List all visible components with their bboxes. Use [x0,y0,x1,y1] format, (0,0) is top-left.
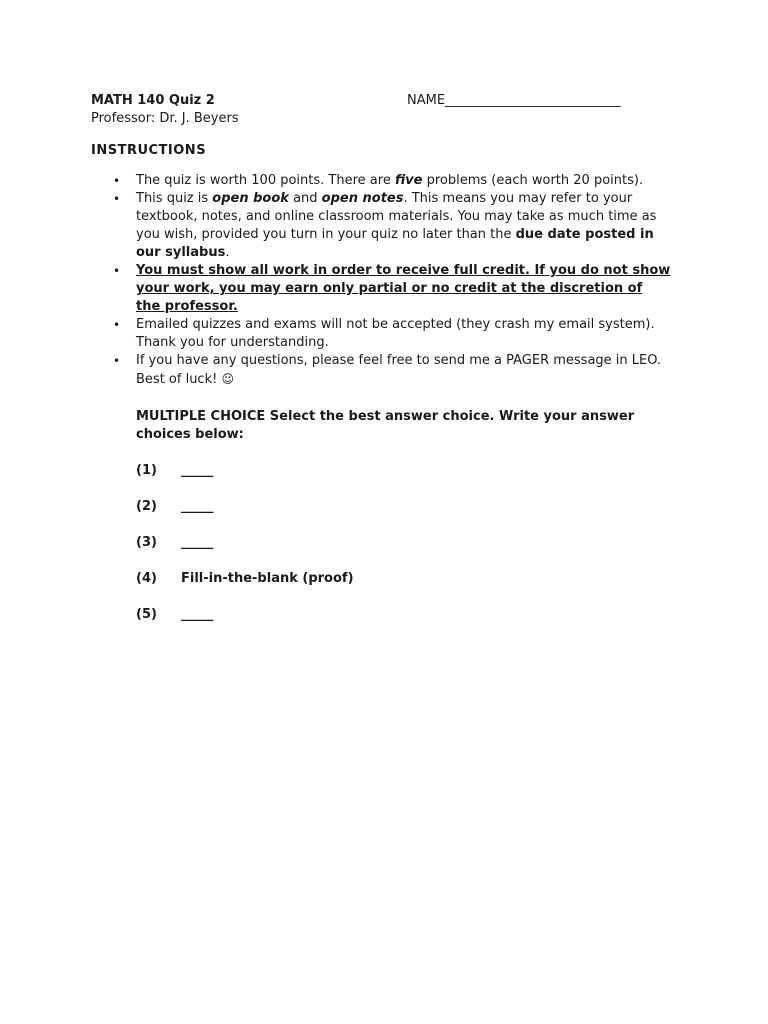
instruction-item-show-work [91,262,671,316]
course-title: MATH 140 Quiz 2 [91,93,215,108]
answer-number: (1) [136,463,157,478]
answer-number: (3) [136,535,157,550]
instruction-emphasis: five [394,173,423,188]
answer-blank: _____ [181,535,214,550]
answer-fill-in-proof: Fill-in-the-blank (proof) [181,571,354,586]
smiley-icon: ☺ [221,372,234,386]
bullet-icon: • [113,174,121,188]
answer-row-2 [136,498,636,534]
answer-blank: _____ [181,607,214,622]
multiple-choice-label: MULTIPLE CHOICE [136,409,266,424]
bullet-icon: • [113,354,121,368]
instruction-text: If you have any questions, please feel free to send me a PAGER message in LEO. Best of luck! [136,353,662,387]
answer-number: (4) [136,571,157,586]
instruction-underlined: You must show all work in order to receive full credit. If you do not show your work, you may earn only partial or no credit at the discretion of the professor. [136,263,671,314]
name-field: NAME___________________________ [407,93,621,108]
instruction-text: The quiz is worth 100 points. There are [136,173,395,188]
answer-row-4 [136,570,636,606]
instruction-text: and [288,191,322,206]
instruction-emphasis: open book [212,191,289,206]
instruction-text: . This means you may refer to your textbook, notes, and online classroom materials. You may take as much time as you wish, provided you turn in your quiz no later than the [136,191,657,242]
professor-line: Professor: Dr. J. Beyers [91,111,239,126]
bullet-icon: • [113,192,121,206]
instruction-item-open-book [91,190,671,262]
bullet-icon: • [113,264,121,278]
answer-blank: _____ [181,499,214,514]
instruction-text: Emailed quizzes and exams will not be accepted (they crash my email system). Thank you for understanding. [136,317,655,350]
header-line [91,93,691,111]
instruction-emphasis: open notes [321,191,404,206]
instruction-text: This quiz is [136,191,213,206]
answer-row-3 [136,534,636,570]
instructions-list [91,172,671,389]
instruction-text: . [225,245,230,260]
answer-row-1 [136,462,636,498]
instructions-heading: INSTRUCTIONS [91,143,207,158]
instruction-item-questions [91,352,671,389]
bullet-icon: • [113,318,121,332]
answer-number: (2) [136,499,157,514]
answer-row-5 [136,606,636,642]
answer-list [136,462,636,642]
answer-number: (5) [136,607,157,622]
instruction-item-email [91,316,671,352]
instruction-bold: due date posted in our syllabus [136,227,654,260]
instruction-item-points [91,172,671,190]
instruction-text: problems (each worth 20 points). [422,173,644,188]
multiple-choice-text: Select the best answer choice. Write your answer choices below: [136,409,635,442]
multiple-choice-instructions [136,408,684,444]
answer-blank: _____ [181,463,214,478]
